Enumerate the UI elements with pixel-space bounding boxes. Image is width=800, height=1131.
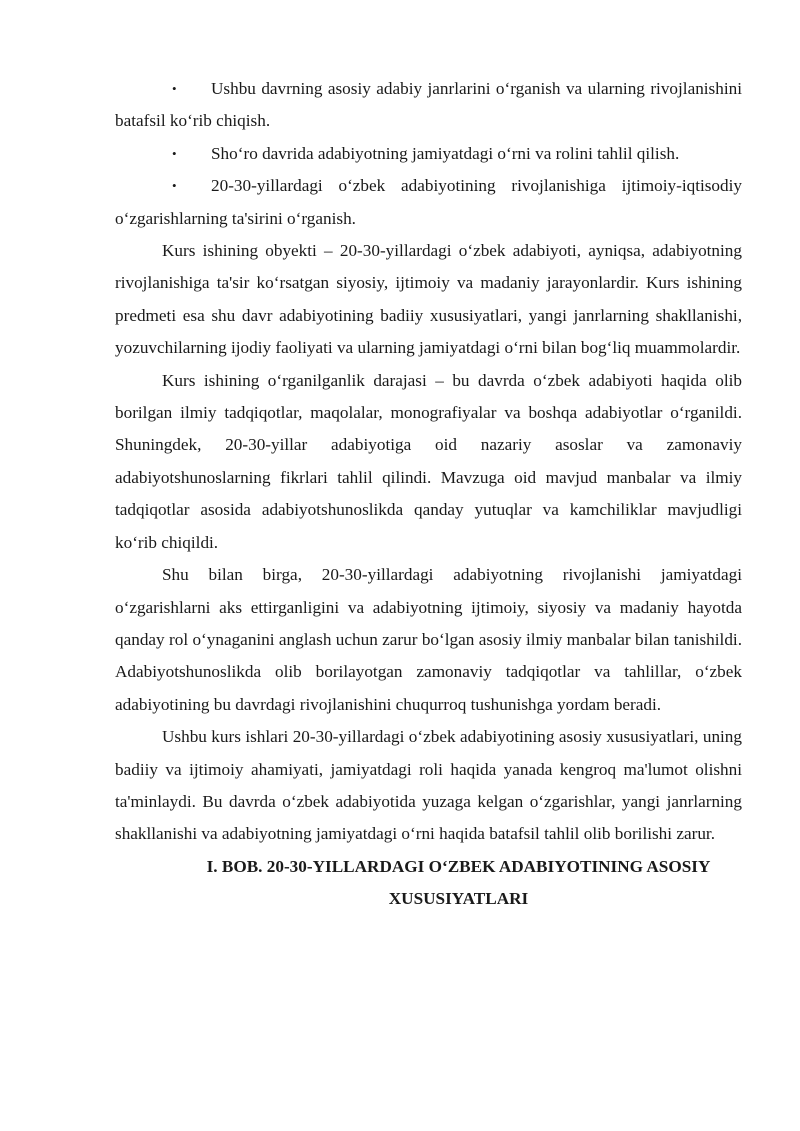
page-content bbox=[115, 73, 742, 916]
bullet-icon: • bbox=[172, 145, 177, 161]
paragraph-research-object: Kurs ishining obyekti – 20-30-yillardagi o‘zbek adabiyoti, ayniqsa, adabiyotning rivojlanishiga ta'sir ko‘rsatgan siyosiy, ijtimoiy va madaniy jarayonlardir. Kurs ishining predmeti esa shu davr adabiyotining badiiy xususiyatlari, yangi janrlarning shakllanishi, yozuvchilarning ijodiy faoliyati va ularning jamiyatdagi o‘rni bilan bog‘liq muammolardir. bbox=[115, 241, 742, 358]
bullet-text: 20-30-yillardagi o‘zbek adabiyotining rivojlanishiga ijtimoiy-iqtisodiy o‘zgarishlarning ta'sirini o‘rganish. bbox=[115, 176, 742, 228]
paragraph-significance: Ushbu kurs ishlari 20-30-yillardagi o‘zbek adabiyotining asosiy xususiyatlari, uning badiiy va ijtimoiy ahamiyati, jamiyatdagi roli haqida yanada kengroq ma'lumot olishni ta'minlaydi. Bu davrda o‘zbek adabiyotida yuzaga kelgan o‘zgarishlar, yangi janrlarning shakllanishi va adabiyotning jamiyatdagi o‘rni haqida batafsil tahlil olib borilishi zarur. bbox=[115, 727, 742, 844]
bullet-text: Sho‘ro davrida adabiyotning jamiyatdagi o‘rni va rolini tahlil qilish. bbox=[211, 143, 680, 163]
paragraph-sources: Shu bilan birga, 20-30-yillardagi adabiyotning rivojlanishi jamiyatdagi o‘zgarishlarni aks ettirganligini va adabiyotning ijtimoiy, siyosiy va madaniy hayotda qanday rol o‘ynaganini anglash uchun zarur bo‘lgan asosiy ilmiy manbalar bilan tanishildi. Adabiyotshunoslikda olib borilayotgan zamonaviy tadqiqotlar va tahlillar, o‘zbek adabiyotining bu davrdagi rivojlanishini chuqurroq tushunishga yordam beradi. bbox=[115, 565, 742, 714]
bullet-icon: • bbox=[172, 81, 177, 96]
bullet-text: Ushbu davrning asosiy adabiy janrlarini o‘rganish va ularning rivojlanishini batafsil ko‘rib chiqish. bbox=[115, 79, 742, 131]
bullet-item bbox=[115, 73, 742, 138]
bullet-item bbox=[115, 138, 742, 170]
paragraph-study-level: Kurs ishining o‘rganilganlik darajasi – bu davrda o‘zbek adabiyoti haqida olib borilgan ilmiy tadqiqotlar, maqolalar, monografiyalar va boshqa adabiyotlar o‘rganildi. Shuningdek, 20-30-yillar adabiyotiga oid nazariy asoslar va zamonaviy adabiyotshunoslarning fikrlari tahlil qilindi. Mavzuga oid mavjud manbalar va ilmiy tadqiqotlar asosida adabiyotshunoslikda qanday yutuqlar va kamchiliklar mavjudligi ko‘rib chiqildi. bbox=[115, 370, 742, 552]
bullet-item bbox=[115, 170, 742, 235]
bullet-icon: • bbox=[172, 178, 177, 194]
chapter-heading: I. BOB. 20-30-YILLARDAGI O‘ZBEK ADABIYOTINING ASOSIY XUSUSIYATLARI bbox=[206, 856, 711, 909]
